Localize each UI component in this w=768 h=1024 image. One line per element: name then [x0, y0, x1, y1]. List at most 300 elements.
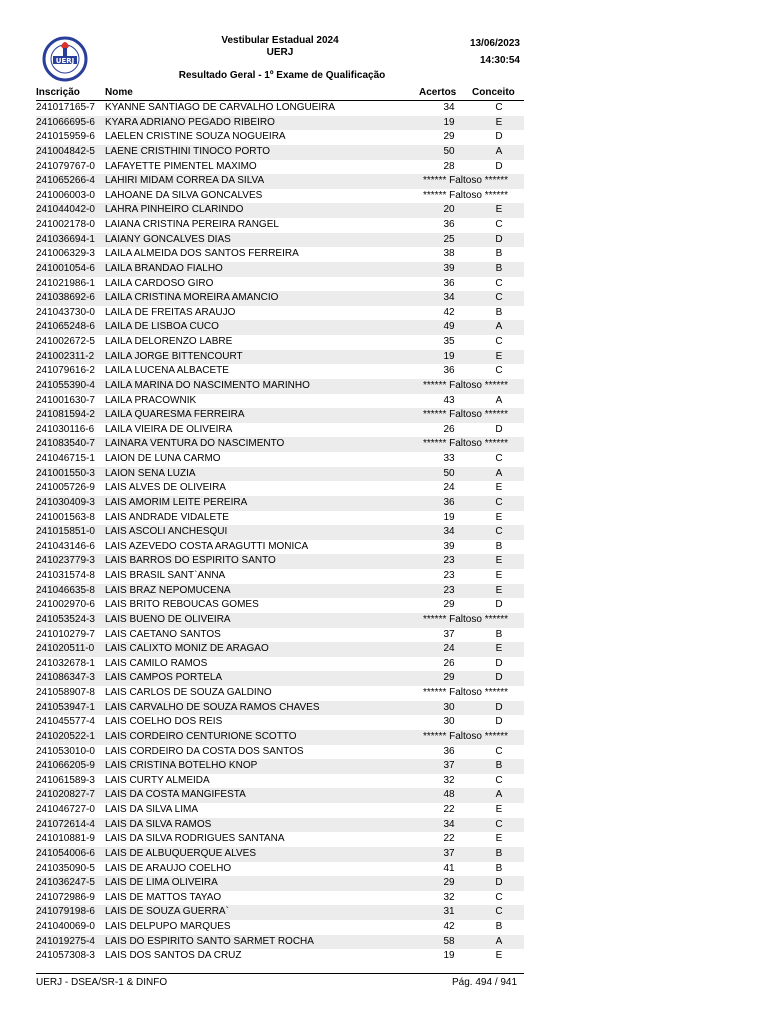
cell-acertos: 35 [443, 336, 455, 347]
cell-nome: LAILA DE LISBOA CUCO [105, 321, 219, 333]
cell-inscricao: 241055390-4 [36, 379, 95, 391]
cell-inscricao: 241072986-9 [36, 891, 95, 903]
cell-inscricao: 241086347-3 [36, 672, 95, 684]
cell-inscricao: 241043146-6 [36, 540, 95, 552]
cell-nome: LAILA JORGE BITTENCOURT [105, 350, 243, 362]
cell-acertos: 23 [443, 555, 455, 567]
cell-conceito: E [495, 584, 503, 596]
cell-nome: LAILA CRISTINA MOREIRA AMANCIO [105, 292, 279, 304]
cell-inscricao: 241046715-1 [36, 453, 95, 464]
cell-conceito: B [495, 628, 503, 640]
cell-inscricao: 241038692-6 [36, 292, 95, 304]
cell-acertos: 26 [443, 657, 455, 669]
cell-nome: LAIS AMORIM LEITE PEREIRA [105, 496, 248, 508]
cell-inscricao: 241004842-5 [36, 145, 95, 157]
cell-acertos: 38 [443, 248, 455, 260]
cell-acertos: 37 [443, 847, 455, 859]
cell-inscricao: 241065248-6 [36, 321, 95, 333]
cell-nome: LAION SENA LUZIA [105, 467, 196, 479]
cell-inscricao: 241002311-2 [36, 350, 95, 362]
header-title: Vestibular Estadual 2024 [221, 35, 339, 46]
cell-inscricao: 241001563-8 [36, 511, 95, 523]
table-row [36, 584, 524, 599]
cell-acertos: 50 [443, 145, 455, 157]
cell-nome: LAIS DA SILVA RODRIGUES SANTANA [105, 833, 285, 845]
cell-inscricao: 241002178-0 [36, 219, 95, 230]
cell-conceito: D [495, 423, 503, 435]
cell-nome: LAILA PRACOWNIK [105, 394, 197, 406]
cell-nome: LAILA LUCENA ALBACETE [105, 365, 229, 377]
table-row [36, 233, 524, 248]
cell-acertos: 26 [443, 423, 455, 435]
cell-inscricao: 241072614-4 [36, 818, 95, 830]
cell-inscricao: 241079616-2 [36, 365, 95, 377]
cell-inscricao: 241002970-6 [36, 599, 95, 611]
cell-inscricao: 241015959-6 [36, 131, 95, 143]
cell-inscricao: 241066695-6 [36, 116, 95, 128]
table-row [36, 116, 524, 131]
cell-inscricao: 241019275-4 [36, 935, 95, 947]
table-row [36, 174, 524, 189]
table-row [36, 832, 524, 847]
cell-conceito: A [495, 321, 503, 333]
cell-nome: LAION DE LUNA CARMO [105, 453, 221, 464]
cell-conceito: C [495, 336, 503, 347]
cell-acertos: 33 [443, 453, 455, 464]
table-header [36, 86, 524, 101]
cell-acertos: 29 [443, 131, 455, 143]
cell-nome: LAHRA PINHEIRO CLARINDO [105, 204, 244, 216]
cell-conceito: A [495, 145, 503, 157]
cell-acertos: 19 [443, 116, 455, 128]
cell-nome: LAIS DELPUPO MARQUES [105, 921, 231, 932]
table-row [36, 730, 524, 745]
cell-conceito: B [495, 248, 503, 260]
cell-conceito: C [495, 496, 503, 508]
cell-conceito: E [495, 482, 503, 494]
cell-conceito: E [495, 204, 503, 216]
table-row [36, 905, 524, 920]
table-row [36, 613, 524, 628]
cell-nome: LAHOANE DA SILVA GONCALVES [105, 189, 263, 201]
cell-acertos: 39 [443, 262, 455, 274]
cell-nome: LAIS DE ALBUQUERQUE ALVES [105, 847, 256, 859]
cell-acertos: 32 [443, 891, 455, 903]
cell-inscricao: 241001630-7 [36, 394, 95, 406]
cell-conceito: C [495, 277, 503, 289]
table-row [36, 920, 524, 935]
cell-inscricao: 241057308-3 [36, 950, 95, 962]
cell-conceito: D [495, 701, 503, 713]
cell-acertos: 43 [443, 394, 455, 406]
cell-inscricao: 241053524-3 [36, 613, 95, 625]
cell-faltoso: ****** Faltoso ****** [423, 409, 509, 421]
cell-nome: LAELEN CRISTINE SOUZA NOGUEIRA [105, 131, 286, 143]
header-institution: UERJ [266, 47, 294, 58]
cell-nome: LAENE CRISTHINI TINOCO PORTO [105, 145, 271, 157]
cell-acertos: 32 [443, 774, 455, 786]
table-row [36, 891, 524, 906]
cell-nome: LAIS DE SOUZA GUERRA` [105, 906, 229, 918]
table-row [36, 189, 524, 204]
cell-inscricao: 241035090-5 [36, 862, 95, 874]
cell-acertos: 19 [443, 511, 455, 523]
table-row [36, 394, 524, 409]
cell-inscricao: 241020522-1 [36, 730, 95, 742]
table-row [36, 788, 524, 803]
cell-inscricao: 241030116-6 [36, 423, 95, 435]
cell-acertos: 29 [443, 672, 455, 684]
table-row [36, 262, 524, 277]
table-row [36, 423, 524, 438]
table-row [36, 335, 524, 350]
table-row [36, 686, 524, 701]
cell-conceito: B [495, 847, 503, 859]
cell-nome: LAIS DE LIMA OLIVEIRA [105, 877, 218, 889]
table-row [36, 862, 524, 877]
cell-nome: LAHIRI MIDAM CORREA DA SILVA [105, 175, 265, 187]
cell-nome: LAILA ALMEIDA DOS SANTOS FERREIRA [105, 248, 299, 260]
table-row [36, 306, 524, 321]
cell-inscricao: 241079198-6 [36, 906, 95, 918]
cell-faltoso: ****** Faltoso ****** [423, 687, 509, 698]
cell-nome: LAIS DO ESPIRITO SANTO SARMET ROCHA [105, 935, 314, 947]
cell-conceito: E [495, 511, 503, 523]
cell-conceito: D [495, 672, 503, 684]
table-row [36, 657, 524, 672]
cell-inscricao: 241046727-0 [36, 804, 95, 815]
cell-acertos: 37 [443, 628, 455, 640]
table-row [36, 554, 524, 569]
cell-faltoso: ****** Faltoso ****** [423, 175, 509, 187]
table-row [36, 949, 524, 964]
cell-acertos: 58 [443, 935, 455, 947]
cell-acertos: 30 [443, 716, 455, 728]
svg-text:UERJ: UERJ [55, 57, 75, 65]
table-row [36, 203, 524, 218]
cell-nome: KYANNE SANTIAGO DE CARVALHO LONGUEIRA [105, 102, 336, 113]
cell-nome: LAIS CURTY ALMEIDA [105, 774, 210, 786]
cell-acertos: 36 [443, 277, 455, 289]
cell-acertos: 28 [443, 160, 455, 172]
cell-inscricao: 241001550-3 [36, 467, 95, 479]
cell-faltoso: ****** Faltoso ****** [423, 730, 509, 742]
cell-inscricao: 241053010-0 [36, 745, 95, 757]
cell-conceito: C [495, 774, 503, 786]
cell-acertos: 22 [443, 804, 455, 815]
cell-inscricao: 241061589-3 [36, 774, 95, 786]
cell-acertos: 29 [443, 877, 455, 889]
cell-inscricao: 241010881-9 [36, 833, 95, 845]
table-row [36, 408, 524, 423]
cell-nome: LAIS CORDEIRO DA COSTA DOS SANTOS [105, 745, 304, 757]
cell-conceito: D [495, 599, 503, 611]
cell-faltoso: ****** Faltoso ****** [423, 438, 509, 450]
cell-conceito: B [495, 262, 503, 274]
table-row [36, 598, 524, 613]
cell-inscricao: 241040069-0 [36, 921, 95, 932]
cell-inscricao: 241031574-8 [36, 570, 95, 581]
cell-conceito: E [495, 350, 503, 362]
table-row [36, 145, 524, 160]
cell-nome: LAIS DE ARAUJO COELHO [105, 862, 232, 874]
cell-nome: LAIS BRITO REBOUCAS GOMES [105, 599, 259, 611]
cell-inscricao: 241030409-3 [36, 496, 95, 508]
cell-inscricao: 241015851-0 [36, 526, 95, 538]
table-row [36, 320, 524, 335]
cell-conceito: D [495, 657, 503, 669]
results-table [36, 86, 524, 964]
cell-conceito: D [495, 716, 503, 728]
cell-inscricao: 241079767-0 [36, 160, 95, 172]
table-row [36, 715, 524, 730]
cell-conceito: A [495, 394, 503, 406]
cell-acertos: 49 [443, 321, 455, 333]
cell-conceito: C [495, 906, 503, 918]
cell-conceito: C [495, 745, 503, 757]
cell-inscricao: 241054006-6 [36, 847, 95, 859]
cell-nome: LAIS CARVALHO DE SOUZA RAMOS CHAVES [105, 701, 320, 713]
cell-inscricao: 241045577-4 [36, 716, 95, 728]
cell-nome: LAIS DE MATTOS TAYAO [105, 891, 222, 903]
cell-nome: LAIS BUENO DE OLIVEIRA [105, 613, 231, 625]
cell-nome: LAIS CAMPOS PORTELA [105, 672, 223, 684]
cell-inscricao: 241046635-8 [36, 584, 95, 596]
cell-acertos: 39 [443, 540, 455, 552]
cell-inscricao: 241081594-2 [36, 409, 95, 421]
cell-nome: LAIS CAETANO SANTOS [105, 628, 221, 640]
cell-inscricao: 241023779-3 [36, 555, 95, 567]
cell-conceito: B [495, 306, 503, 318]
cell-acertos: 41 [443, 862, 455, 874]
cell-acertos: 25 [443, 233, 455, 245]
cell-conceito: E [495, 833, 503, 845]
cell-nome: LAIS ALVES DE OLIVEIRA [105, 482, 226, 494]
cell-conceito: C [495, 818, 503, 830]
cell-acertos: 34 [443, 292, 455, 304]
cell-acertos: 50 [443, 467, 455, 479]
cell-inscricao: 241066205-9 [36, 760, 95, 772]
footer-left-text: UERJ - DSEA/SR-1 & DINFO [36, 977, 168, 988]
cell-conceito: C [495, 453, 503, 464]
cell-conceito: E [495, 643, 503, 655]
table-row [36, 350, 524, 365]
cell-inscricao: 241036694-1 [36, 233, 95, 245]
cell-inscricao: 241001054-6 [36, 262, 95, 274]
cell-inscricao: 241020827-7 [36, 789, 95, 801]
table-row [36, 247, 524, 262]
cell-acertos: 24 [443, 482, 455, 494]
cell-nome: LAIS ANDRADE VIDALETE [105, 511, 229, 523]
cell-inscricao: 241043730-0 [36, 306, 95, 318]
cell-conceito: B [495, 540, 503, 552]
cell-conceito: B [495, 921, 503, 932]
table-row [36, 130, 524, 145]
cell-nome: LAIS CORDEIRO CENTURIONE SCOTTO [105, 730, 297, 742]
cell-faltoso: ****** Faltoso ****** [423, 189, 509, 201]
cell-conceito: A [495, 467, 503, 479]
cell-inscricao: 241058907-8 [36, 687, 95, 698]
cell-acertos: 29 [443, 599, 455, 611]
table-row [36, 379, 524, 394]
table-row [36, 759, 524, 774]
cell-conceito: D [495, 877, 503, 889]
cell-nome: LAIS CAMILO RAMOS [105, 657, 208, 669]
cell-acertos: 42 [443, 921, 455, 932]
cell-conceito: C [495, 526, 503, 538]
table-row [36, 671, 524, 686]
cell-faltoso: ****** Faltoso ****** [423, 613, 509, 625]
table-row [36, 935, 524, 950]
cell-conceito: D [495, 233, 503, 245]
cell-acertos: 19 [443, 950, 455, 962]
cell-nome: LAILA MARINA DO NASCIMENTO MARINHO [105, 379, 310, 391]
table-row [36, 818, 524, 833]
cell-conceito: D [495, 160, 503, 172]
header-time: 14:30:54 [479, 55, 520, 66]
cell-nome: LAILA VIEIRA DE OLIVEIRA [105, 423, 233, 435]
cell-nome: LAIS BARROS DO ESPIRITO SANTO [105, 555, 276, 567]
cell-acertos: 24 [443, 643, 455, 655]
cell-acertos: 42 [443, 306, 455, 318]
cell-nome: LAIANA CRISTINA PEREIRA RANGEL [105, 219, 279, 230]
cell-nome: LAIS DA SILVA LIMA [105, 804, 199, 815]
col-nome: Nome [105, 87, 133, 98]
cell-inscricao: 241005726-9 [36, 482, 95, 494]
cell-acertos: 23 [443, 584, 455, 596]
table-row [36, 701, 524, 716]
cell-conceito: C [495, 891, 503, 903]
cell-conceito: A [495, 789, 503, 801]
cell-conceito: E [495, 570, 503, 581]
cell-conceito: B [495, 862, 503, 874]
table-row [36, 847, 524, 862]
cell-inscricao: 241083540-7 [36, 438, 95, 450]
table-row [36, 481, 524, 496]
cell-nome: LAILA BRANDAO FIALHO [105, 262, 223, 274]
table-row [36, 642, 524, 657]
cell-nome: LAILA DE FREITAS ARAUJO [105, 306, 236, 318]
header-date: 13/06/2023 [469, 38, 520, 49]
cell-inscricao: 241053947-1 [36, 701, 95, 713]
cell-nome: LAIS ASCOLI ANCHESQUI [105, 526, 228, 538]
cell-acertos: 34 [443, 818, 455, 830]
cell-nome: KYARA ADRIANO PEGADO RIBEIRO [105, 116, 275, 128]
cell-nome: LAIS BRAZ NEPOMUCENA [105, 584, 231, 596]
table-row [36, 364, 524, 379]
table-row [36, 277, 524, 292]
cell-inscricao: 241032678-1 [36, 657, 95, 669]
cell-nome: LAIS DOS SANTOS DA CRUZ [105, 950, 242, 962]
cell-conceito: E [495, 116, 503, 128]
cell-acertos: 22 [443, 833, 455, 845]
cell-conceito: C [495, 219, 503, 230]
cell-acertos: 36 [443, 219, 455, 230]
cell-inscricao: 241006329-3 [36, 248, 95, 260]
cell-nome: LAIS AZEVEDO COSTA ARAGUTTI MONICA [105, 540, 309, 552]
table-row [36, 291, 524, 306]
cell-nome: LAIS DA SILVA RAMOS [105, 818, 212, 830]
table-row [36, 745, 524, 760]
cell-nome: LAILA CARDOSO GIRO [105, 277, 214, 289]
cell-acertos: 20 [443, 204, 455, 216]
table-row [36, 467, 524, 482]
table-body [36, 101, 524, 964]
cell-nome: LAIS BRASIL SANT`ANNA [105, 570, 226, 581]
cell-nome: LAIS CARLOS DE SOUZA GALDINO [105, 687, 272, 698]
col-inscricao: Inscrição [36, 87, 80, 98]
cell-conceito: A [495, 935, 503, 947]
cell-acertos: 23 [443, 570, 455, 581]
table-row [36, 511, 524, 526]
table-row [36, 569, 524, 584]
cell-acertos: 36 [443, 496, 455, 508]
table-row [36, 525, 524, 540]
cell-inscricao: 241017165-7 [36, 102, 95, 113]
cell-inscricao: 241036247-5 [36, 877, 95, 889]
table-row [36, 876, 524, 891]
table-row [36, 540, 524, 555]
footer-divider [36, 973, 524, 974]
table-row [36, 803, 524, 818]
cell-conceito: E [495, 804, 503, 815]
cell-inscricao: 241044042-0 [36, 204, 95, 216]
cell-nome: LAIS COELHO DOS REIS [105, 716, 223, 728]
cell-nome: LAIS CALIXTO MONIZ DE ARAGAO [105, 643, 269, 655]
cell-nome: LAILA QUARESMA FERREIRA [105, 409, 245, 421]
cell-inscricao: 241065266-4 [36, 175, 95, 187]
cell-conceito: E [495, 950, 503, 962]
cell-conceito: C [495, 292, 503, 304]
cell-nome: LAIS CRISTINA BOTELHO KNOP [105, 760, 258, 772]
table-row [36, 628, 524, 643]
cell-acertos: 19 [443, 350, 455, 362]
table-row [36, 452, 524, 467]
cell-nome: LAIS DA COSTA MANGIFESTA [105, 789, 246, 801]
cell-nome: LAILA DELORENZO LABRE [105, 336, 233, 347]
cell-acertos: 30 [443, 701, 455, 713]
uerj-logo [36, 36, 94, 82]
cell-inscricao: 241020511-0 [36, 643, 95, 655]
header-subtitle: Resultado Geral - 1º Exame de Qualificação [178, 70, 386, 81]
cell-nome: LAIANY GONCALVES DIAS [105, 233, 231, 245]
col-conceito: Conceito [472, 87, 515, 98]
cell-acertos: 34 [443, 526, 455, 538]
cell-acertos: 48 [443, 789, 455, 801]
cell-inscricao: 241006003-0 [36, 189, 95, 201]
cell-inscricao: 241002672-5 [36, 336, 95, 347]
cell-nome: LAFAYETTE PIMENTEL MAXIMO [105, 160, 257, 172]
cell-acertos: 37 [443, 760, 455, 772]
cell-acertos: 36 [443, 365, 455, 377]
table-row [36, 101, 524, 116]
cell-nome: LAINARA VENTURA DO NASCIMENTO [105, 438, 285, 450]
cell-inscricao: 241010279-7 [36, 628, 95, 640]
cell-faltoso: ****** Faltoso ****** [423, 379, 509, 391]
cell-acertos: 31 [443, 906, 455, 918]
col-acertos: Acertos [419, 87, 457, 98]
table-row [36, 774, 524, 789]
table-row [36, 437, 524, 452]
page-number: Pág. 494 / 941 [452, 977, 518, 988]
table-row [36, 496, 524, 511]
cell-conceito: E [495, 555, 503, 567]
cell-conceito: C [495, 102, 503, 113]
cell-conceito: B [495, 760, 503, 772]
table-row [36, 218, 524, 233]
cell-conceito: D [495, 131, 503, 143]
cell-acertos: 34 [443, 102, 455, 113]
